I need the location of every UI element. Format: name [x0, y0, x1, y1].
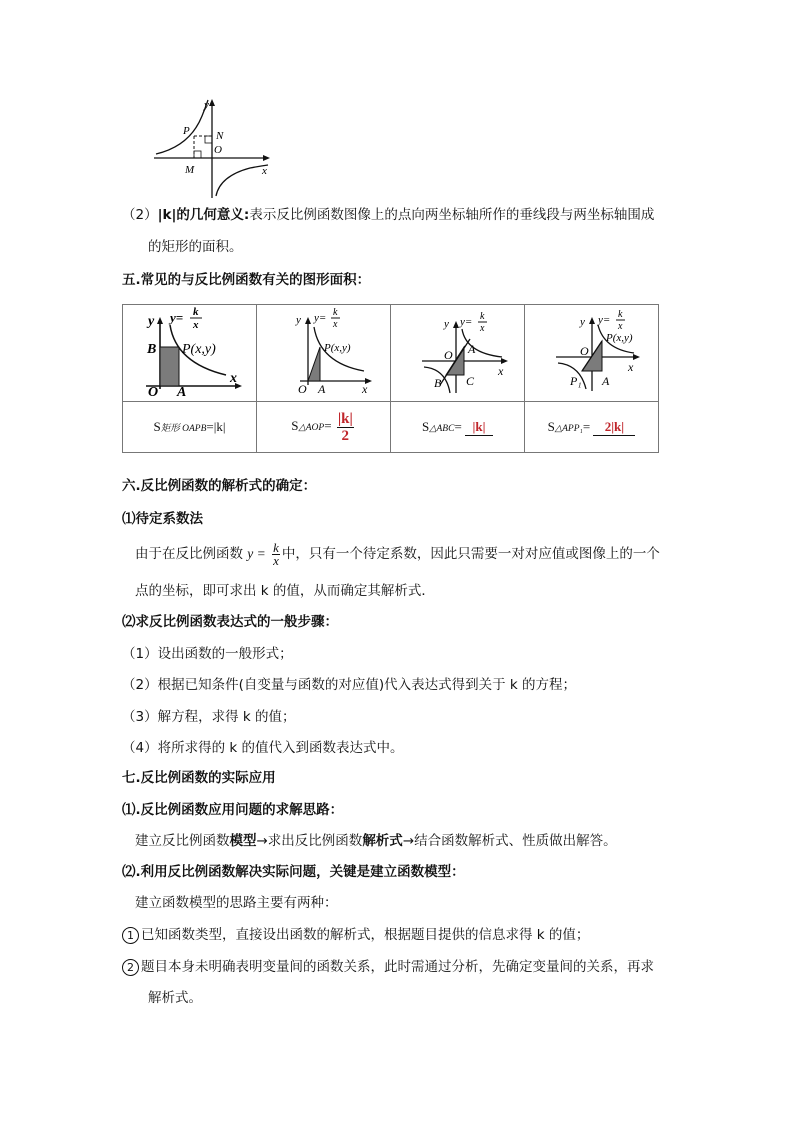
formula-tri-app1: S△APP₁= 2|k|	[548, 419, 636, 434]
fig1-y: y	[147, 314, 154, 329]
fig4-y: y	[579, 316, 585, 328]
figure-triangle-app1	[528, 305, 656, 397]
fraction-k-over-x: $\frac{k}{x}$	[273, 539, 279, 568]
fig3-x-axis: x	[497, 364, 503, 378]
section7-paragraph2: 建立函数模型的思路主要有两种：	[135, 895, 338, 911]
fig1-k: k	[192, 306, 198, 318]
circled-number-1: 1	[122, 927, 139, 944]
fig4-a: A	[601, 374, 609, 388]
area-table	[122, 304, 659, 453]
answer-abc: |k|	[465, 419, 493, 436]
fig4-p1: P₁	[569, 374, 582, 388]
answer-app1: 2|k|	[593, 419, 635, 436]
fig2-x-den: x	[332, 319, 337, 330]
graph-label-p: P	[183, 125, 190, 137]
fig2-eq: y=	[313, 312, 326, 324]
graph-label-x: x	[262, 165, 267, 177]
fig3-o: O	[443, 348, 453, 362]
fig3-y: y	[443, 318, 449, 330]
fig1-eq: y=	[169, 310, 183, 325]
item2-term: |k|的几何意义:	[157, 207, 250, 223]
fig1-a: A	[176, 385, 186, 397]
step-2: （2）根据已知条件(自变量与函数的对应值)代入表达式得到关于 k 的方程；	[122, 677, 577, 693]
fig1-o: O	[147, 385, 158, 397]
fig4-eq: y=	[597, 314, 610, 326]
graph-label-o: O	[214, 144, 222, 156]
section6-heading: 六.反比例函数的解析式的确定：	[122, 478, 317, 494]
table-figure-cell-1	[123, 305, 257, 402]
fig4-k: k	[617, 309, 622, 320]
formula-tri-abc: S△ABC= |k|	[422, 419, 493, 434]
formula-cell-3	[391, 402, 525, 453]
formula-cell-2	[257, 402, 391, 453]
figure-triangle-aop	[260, 305, 388, 397]
fig4-x-axis: x	[627, 360, 633, 374]
fig3-b: B	[433, 376, 441, 390]
fig2-o: O	[297, 382, 307, 396]
section7-item2-line2: 解析式。	[148, 990, 202, 1006]
fig3-c: C	[465, 374, 474, 388]
item2-line1	[122, 205, 654, 225]
section7-item2: 2 题目本身未明确表明变量间的函数关系，此时需通过分析，先确定变量间的关系，再求	[122, 957, 654, 977]
fig3-k: k	[479, 311, 484, 322]
fig3-a: A	[467, 342, 475, 356]
fig3-x-den: x	[479, 323, 484, 334]
fig1-p: P(x,y)	[181, 342, 216, 357]
fig1-x-den: x	[192, 319, 198, 331]
table-figure-cell-4	[525, 305, 659, 402]
fig4-p: P(x,y)	[605, 332, 633, 344]
section5-heading: 五.常见的与反比例函数有关的图形面积：	[122, 272, 371, 288]
graph-label-m: M	[185, 164, 195, 176]
fig2-x-axis: x	[361, 382, 367, 396]
fig4-o: O	[579, 344, 589, 358]
item2-text-line1: 表示反比例函数图像上的点向两坐标轴所作的垂线段与两坐标轴围成	[249, 207, 655, 223]
fig2-p: P(x,y)	[323, 342, 351, 354]
graph-label-y: y	[204, 99, 209, 111]
fig2-a: A	[317, 382, 325, 396]
formula-rect-oapb: S矩形 OAPB=|k|	[153, 419, 226, 434]
graph-label-n: N	[216, 130, 224, 142]
formula-cell-1	[123, 402, 257, 453]
step-1: （1）设出函数的一般形式；	[122, 646, 293, 662]
section6-paragraph1-line1: 由于在反比例函数 y = $\frac{k}{x}$ 中，只有一个待定系数，因此只需要一对对应值或图像上的一个	[135, 539, 660, 568]
section7-item1: 1 已知函数类型，直接设出函数的解析式，根据题目提供的信息求得 k 的值；	[122, 925, 589, 945]
formula-cell-4	[525, 402, 659, 453]
fig4-x-den: x	[617, 321, 622, 332]
formula-tri-aop: S△AOP= $\frac{|k|}{2}$	[291, 410, 353, 444]
fig1-x-axis: x	[229, 371, 237, 386]
section6-sub1: ⑴待定系数法	[122, 511, 203, 527]
top-hyperbola-graph	[150, 98, 275, 200]
circled-number-2: 2	[122, 959, 139, 976]
answer-aop: $\frac{|k|}{2}$	[337, 410, 353, 444]
section6-paragraph1-line2: 点的坐标，即可求出 k 的值，从而确定其解析式．	[135, 583, 435, 599]
item2-line2: 的矩形的面积。	[148, 239, 243, 255]
section6-sub2: ⑵求反比例函数表达式的一般步骤：	[122, 614, 338, 630]
table-figure-cell-2	[257, 305, 391, 402]
fig2-k: k	[332, 307, 337, 318]
table-figure-cell-3	[391, 305, 525, 402]
figure-triangle-abc	[394, 305, 522, 397]
step-3: （3）解方程，求得 k 的值；	[122, 709, 296, 725]
figure-rectangle-oapb	[126, 305, 254, 397]
fig3-eq: y=	[459, 316, 472, 328]
section7-paragraph1: 建立反比例函数模型→求出反比例函数解析式→结合函数解析式、性质做出解答。	[135, 833, 617, 849]
fig2-y: y	[295, 314, 301, 326]
section7-sub2: ⑵.利用反比例函数解决实际问题，关键是建立函数模型：	[122, 864, 465, 880]
section7-heading: 七.反比例函数的实际应用	[122, 770, 276, 786]
step-4: （4）将所求得的 k 的值代入到函数表达式中。	[122, 740, 404, 756]
section7-sub1: ⑴.反比例函数应用问题的求解思路：	[122, 802, 344, 818]
fig1-b: B	[146, 342, 156, 357]
item2-number: （2）	[122, 207, 158, 223]
